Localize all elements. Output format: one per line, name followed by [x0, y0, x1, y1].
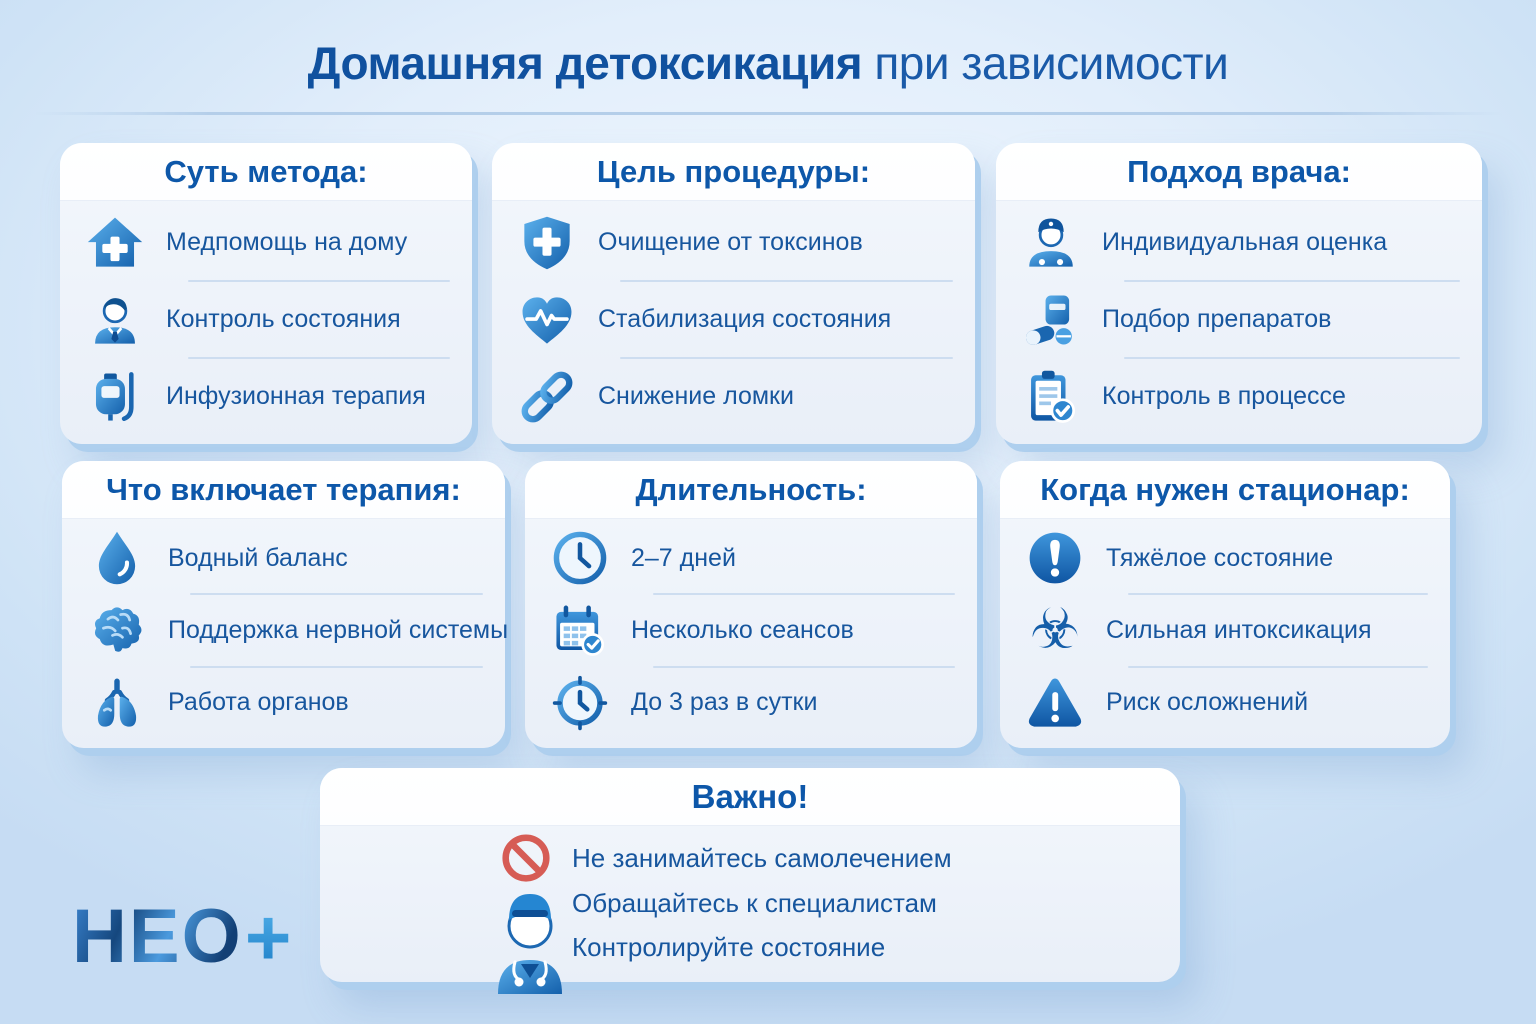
- card-therapy-includes: [62, 461, 509, 748]
- alarm-clock-icon: [549, 672, 611, 734]
- calendar-check-icon: [549, 599, 611, 661]
- biohazard-glyph: ☣: [1029, 597, 1081, 663]
- list-item: [549, 595, 961, 665]
- list-item: [498, 925, 1160, 970]
- list-item: [549, 523, 961, 593]
- list-item-label: Подбор препаратов: [1102, 305, 1332, 333]
- brand-logo-text: НЕО: [72, 894, 243, 979]
- list-item-label: Индивидуальная оценка: [1102, 228, 1388, 256]
- list-item-label: Несколько сеансов: [631, 615, 854, 644]
- card-doctor-approach-body: [996, 201, 1482, 444]
- title-divider: [34, 112, 1502, 115]
- card-duration-body: [525, 519, 977, 748]
- page-title-bold: Домашняя детоксикация: [307, 37, 863, 89]
- page-title: [0, 36, 1536, 90]
- card-when-hospital: [1000, 461, 1450, 748]
- list-item: [516, 359, 959, 434]
- surgeon-icon: [492, 882, 568, 994]
- list-item: [84, 282, 456, 357]
- warning-triangle-icon: [1024, 672, 1086, 734]
- list-item: [86, 668, 489, 738]
- brand-logo-plus-icon: +: [244, 893, 292, 982]
- list-item-label: Не занимайтесь самолечением: [572, 842, 952, 873]
- list-item: [86, 595, 509, 665]
- card-important-body: [320, 826, 1180, 982]
- card-therapy-includes-body: [62, 519, 509, 748]
- iv-drip-icon: [84, 366, 146, 428]
- clipboard-check-icon: [1020, 366, 1082, 428]
- lungs-icon: [86, 672, 148, 734]
- card-doctor-approach: [996, 143, 1482, 444]
- doctor-cap-icon: [1020, 212, 1082, 274]
- list-item: [1024, 523, 1434, 593]
- list-item-label: Обращайтесь к специалистам: [572, 887, 937, 918]
- list-item-label: Контролируйте состояние: [572, 932, 886, 963]
- list-item: [1024, 668, 1434, 738]
- list-item-label: Поддержка нервной системы: [168, 615, 509, 644]
- house-medical-icon: [84, 212, 146, 274]
- list-item: [516, 205, 959, 280]
- chain-link-icon: [516, 366, 578, 428]
- shield-cross-icon: [516, 212, 578, 274]
- exclamation-circle-icon: [1024, 527, 1086, 589]
- list-item: [1024, 595, 1434, 665]
- list-item-label: Контроль в процессе: [1102, 382, 1346, 410]
- list-item-label: Стабилизация состояния: [598, 305, 892, 333]
- list-item: [86, 523, 489, 593]
- card-important: [320, 768, 1180, 982]
- list-item: [549, 668, 961, 738]
- brand-logo: [72, 893, 292, 982]
- card-important-header: Важно!: [320, 768, 1180, 826]
- card-duration: [525, 461, 977, 748]
- list-item: [84, 359, 456, 434]
- list-item-label: Тяжёлое состояние: [1106, 543, 1334, 572]
- card-procedure-goal: [492, 143, 975, 444]
- list-item-label: Медпомощь на дому: [166, 228, 408, 256]
- list-item: [1020, 282, 1466, 357]
- card-method-essence-body: [60, 201, 472, 444]
- list-item-label: Водный баланс: [168, 543, 348, 572]
- list-item: [1020, 359, 1466, 434]
- card-when-hospital-header: Когда нужен стационар:: [1000, 461, 1450, 519]
- card-method-essence-header: Суть метода:: [60, 143, 472, 201]
- list-item-label: Риск осложнений: [1106, 688, 1309, 717]
- list-item: [1020, 205, 1466, 280]
- list-item-label: 2–7 дней: [631, 543, 736, 572]
- list-item-label: Контроль состояния: [166, 305, 401, 333]
- water-drop-icon: [86, 527, 148, 589]
- doctor-icon: [84, 289, 146, 351]
- list-item: [516, 282, 959, 357]
- clock-icon: [549, 527, 611, 589]
- list-item: [498, 881, 1160, 926]
- card-therapy-includes-header: Что включает терапия:: [62, 461, 505, 519]
- card-duration-header: Длительность:: [525, 461, 977, 519]
- list-item-label: Очищение от токсинов: [598, 228, 863, 256]
- list-item-label: Работа органов: [168, 688, 349, 717]
- page-title-regular: при зависимости: [862, 37, 1229, 89]
- list-item: [498, 836, 1160, 881]
- pills-icon: [1020, 289, 1082, 351]
- card-when-hospital-body: [1000, 519, 1450, 748]
- card-procedure-goal-body: [492, 201, 975, 444]
- list-item-label: До 3 раз в сутки: [631, 688, 818, 717]
- list-item: [84, 205, 456, 280]
- card-procedure-goal-header: Цель процедуры:: [492, 143, 975, 201]
- card-doctor-approach-header: Подход врача:: [996, 143, 1482, 201]
- brain-icon: [86, 599, 148, 661]
- list-item-label: Снижение ломки: [598, 382, 794, 410]
- card-method-essence: [60, 143, 472, 444]
- heart-pulse-icon: [516, 289, 578, 351]
- list-item-label: Сильная интоксикация: [1106, 615, 1372, 644]
- biohazard-icon: [1024, 599, 1086, 661]
- list-item-label: Инфузионная терапия: [166, 382, 426, 410]
